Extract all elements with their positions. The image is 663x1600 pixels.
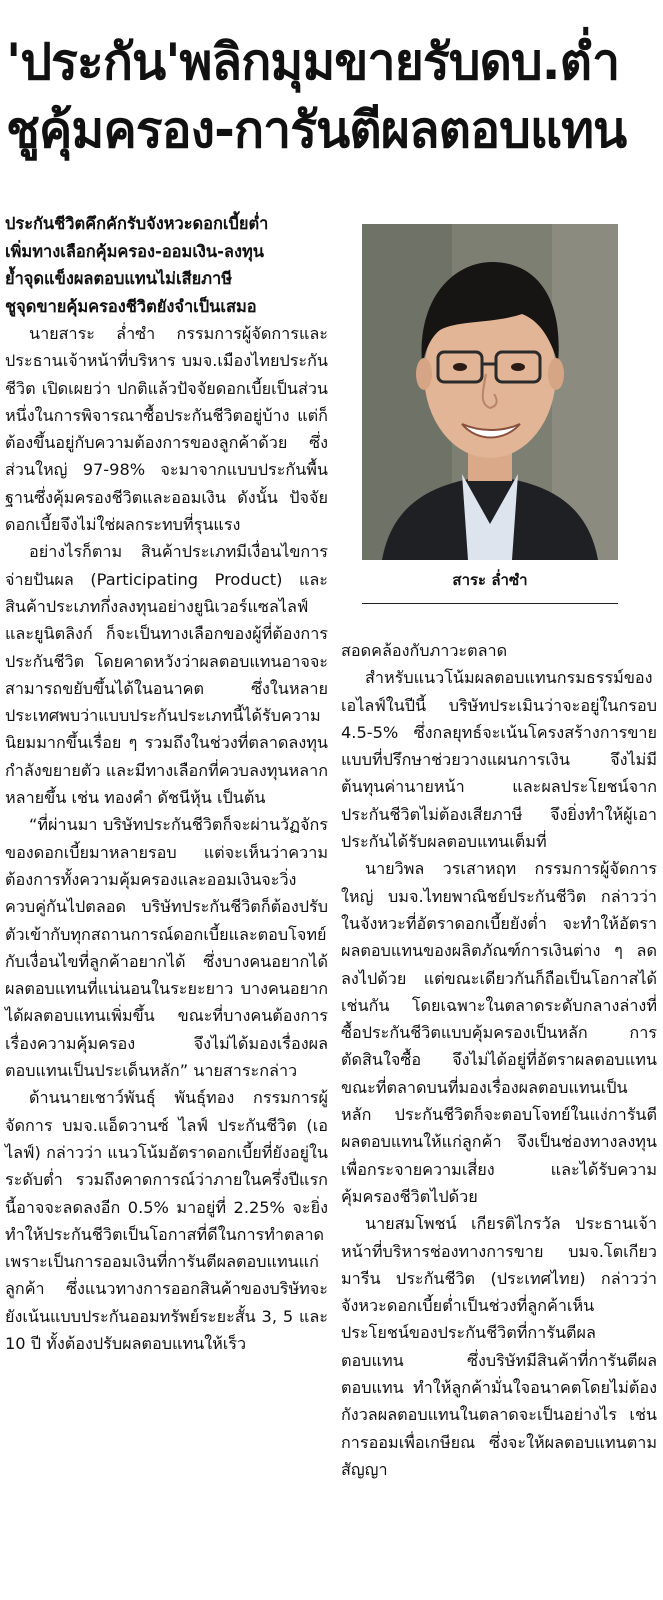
body-paragraph: สำหรับแนวโน้มผลตอบแทนกรมธรรม์ของเอไลฟ์ในปีนี้ บริษัทประเมินว่าจะอยู่ในกรอบ 4.5-5% ซึ่งกลยุทธ์จะเน้นโครงสร้างการขายแบบที่ปรึกษาช่วยวางแผนการเงิน จึงไม่มีต้นทุนค่านายหน้า และผลประโยชน์จากประกันชีวิตไม่ต้องเสียภาษี จึงยิ่งทำให้ผู้เอาประกันได้รับผลตอบแทนเต็มที่ <box>341 668 657 852</box>
caption-divider <box>362 603 618 604</box>
body-paragraph: นายวิพล วรเสาหฤท กรรมการผู้จัดการใหญ่ บมจ.ไทยพาณิชย์ประกันชีวิต กล่าวว่า ในจังหวะที่อัตราดอกเบี้ยยังต่ำ จะทำให้อัตราผลตอบแทนของผลิตภัณฑ์การเงินต่าง ๆ ลดลงไปด้วย แต่ขณะเดียวกันก็ถือเป็นโอกาสได้เช่นกัน โดยเฉพาะในตลาดระดับกลางล่างที่ซื้อประกันชีวิตแบบคุ้มครองเป็นหลัก การตัดสินใจซื้อ จึงไม่ได้อยู่ที่อัตราผลตอบแทน ขณะที่ตลาดบนที่มองเรื่องผลตอบแทนเป็นหลัก ประกันชีวิตก็จะตอบโจทย์ในแง่การันตีผลตอบแทนให้แก่ลูกค้า จึงเป็นช่องทางลงทุนเพื่อกระจายความเสี่ยง และได้รับความคุ้มครองชีวิตไปด้วย <box>341 859 657 1206</box>
headline <box>6 28 658 164</box>
headline-line-1: 'ประกัน'พลิกมุมขายรับดบ.ต่ำ <box>6 33 620 91</box>
portrait-illustration <box>362 224 618 560</box>
photo-caption: สาระ ล่ำซำ <box>452 571 528 589</box>
body-paragraph: “ที่ผ่านมา บริษัทประกันชีวิตก็จะผ่านวัฏจักรของดอกเบี้ยมาหลายรอบ แต่จะเห็นว่าความต้องการทั้งความคุ้มครองและออมเงินจะวิ่งควบคู่กันไปตลอด บริษัทประกันชีวิตก็ต้องปรับตัวเข้ากับทุกสถานการณ์ดอกเบี้ยและตอบโจทย์กับเงื่อนไขที่ลูกค้าอยากได้ ซึ่งบางคนอยากได้ผลตอบแทนที่แน่นอนในระยะยาว บางคนอยากได้ผลตอบแทนเพิ่มขึ้น ขณะที่บางคนต้องการเรื่องความคุ้มครอง จึงไม่ได้มองเรื่องผลตอบแทนเป็นประเด็นหลัก” นายสาระกล่าว <box>5 815 328 1081</box>
lead-summary <box>5 210 328 320</box>
body-paragraph: สอดคล้องกับภาวะตลาด <box>341 641 508 660</box>
left-column <box>5 210 328 1357</box>
lead-line: เพิ่มทางเลือกคุ้มครอง-ออมเงิน-ลงทุน <box>5 241 264 261</box>
lead-line: ชูจุดขายคุ้มครองชีวิตยังจำเป็นเสมอ <box>5 296 257 316</box>
portrait-photo <box>362 224 618 560</box>
right-column <box>341 637 657 1483</box>
lead-line: ประกันชีวิตคึกคักรับจังหวะดอกเบี้ยต่ำ <box>5 214 269 233</box>
body-paragraph: นายสาระ ล่ำซำ กรรมการผู้จัดการและประธานเจ้าหน้าที่บริหาร บมจ.เมืองไทยประกันชีวิต เปิดเผยว่า ปกติแล้วปัจจัยดอกเบี้ยเป็นส่วนหนึ่งในการพิจารณาซื้อประกันชีวิตอยู่บ้าง แต่ก็ต้องขึ้นอยู่กับความต้องการของลูกค้าด้วย ซึ่งส่วนใหญ่ 97-98% จะมาจากแบบประกันพื้นฐานซึ่งคุ้มครองชีวิตและออมเงิน ดังนั้น ปัจจัยดอกเบี้ยจึงไม่ใช่ผลกระทบที่รุนแรง <box>5 324 328 535</box>
body-paragraph: อย่างไรก็ตาม สินค้าประเภทมีเงื่อนไขการจ่ายปันผล (Participating Product) และสินค้าประเภทกึ่งลงทุนอย่างยูนิเวอร์แซลไลฟ์และยูนิตลิงก์ ก็จะเป็นทางเลือกของผู้ที่ต้องการประกันชีวิต โดยคาดหวังว่าผลตอบแทนอาจจะสามารถขยับขึ้นได้ในอนาคต ซึ่งในหลายประเทศพบว่าแบบประกันประเภทนี้ได้รับความนิยมมากขึ้นเรื่อย ๆ รวมถึงในช่วงที่ตลาดลงทุนกำลังขยายตัว และมีทางเลือกที่ควบลงทุนหลากหลายขึ้น เช่น ทองคำ ดัชนีหุ้น เป็นต้น <box>5 542 328 808</box>
body-paragraph: ด้านนายเชาว์พันธุ์ พันธุ์ทอง กรรมการผู้จัดการ บมจ.แอ็ดวานซ์ ไลฟ์ ประกันชีวิต (เอไลฟ์) กล่าวว่า แนวโน้มอัตราดอกเบี้ยที่ยังอยู่ในระดับต่ำ รวมถึงคาดการณ์ว่าภายในครึ่งปีแรกนี้อาจจะลดลงอีก 0.5% มาอยู่ที่ 2.25% จะยิ่งทำให้ประกันชีวิตเป็นโอกาสที่ดีในการทำตลาด เพราะเป็นการออมเงินที่การันตีผลตอบแทนแก่ลูกค้า ซึ่งแนวทางการออกสินค้าของบริษัทจะยังเน้นแบบประกันออมทรัพย์ระยะสั้น 3, 5 และ 10 ปี ทั้งต้องปรับผลตอบแทนให้เร็ว <box>5 1088 328 1353</box>
lead-line: ย้ำจุดแข็งผลตอบแทนไม่เสียภาษี <box>5 269 233 288</box>
body-paragraph: นายสมโพชน์ เกียรติไกรวัล ประธานเจ้าหน้าที่บริหารช่องทางการขาย บมจ.โตเกียวมารีน ประกันชีวิต (ประเทศไทย) กล่าวว่า จังหวะดอกเบี้ยต่ำเป็นช่วงที่ลูกค้าเห็นประโยชน์ของประกันชีวิตที่การันตีผลตอบแทน ซึ่งบริษัทมีสินค้าที่การันตีผลตอบแทน ทำให้ลูกค้ามั่นใจอนาคตโดยไม่ต้องกังวลผลตอบแทนในตลาดจะเป็นอย่างไร เช่น การออมเพื่อเกษียณ ซึ่งจะให้ผลตอบแทนตามสัญญา <box>341 1214 657 1479</box>
headline-line-2: ชูคุ้มครอง-การันตีผลตอบแทน <box>6 101 627 159</box>
